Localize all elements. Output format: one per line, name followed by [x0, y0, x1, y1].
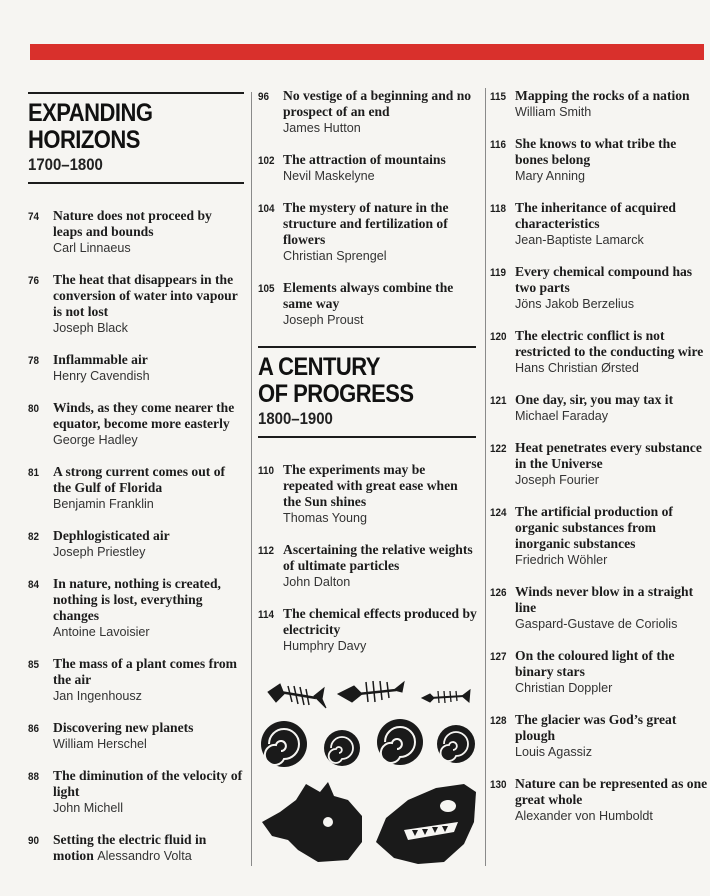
fish-skeleton-icon	[422, 690, 470, 703]
entry-title-text: In nature, nothing is created, nothing is lost, everything changes	[53, 576, 221, 623]
entry-title	[53, 400, 244, 432]
entry-list	[258, 88, 478, 328]
entry-author: George Hadley	[53, 433, 138, 447]
page-number: 121	[490, 395, 507, 407]
contents-entry	[490, 712, 708, 760]
entry-author: James Hutton	[283, 121, 361, 135]
header-red-bar	[30, 44, 704, 60]
entry-title	[283, 280, 478, 312]
entry-title-text: On the coloured light of the binary stars	[515, 648, 675, 679]
entry-title	[53, 208, 244, 240]
contents-entry	[490, 584, 708, 632]
section-title: A CENTURY	[258, 353, 380, 381]
page-number: 85	[28, 659, 40, 671]
entry-title	[53, 272, 244, 320]
page-number: 82	[28, 531, 40, 543]
entry-title-text: Winds never blow in a straight line	[515, 584, 694, 615]
column-divider-1	[251, 92, 252, 866]
contents-entry	[490, 264, 708, 312]
entry-title-text: The chemical effects produced by electricity	[283, 606, 477, 637]
contents-entry	[28, 352, 244, 384]
page-number: 126	[490, 587, 507, 599]
contents-entry	[490, 200, 708, 248]
entry-author: Jöns Jakob Berzelius	[515, 297, 635, 311]
contents-entry	[258, 462, 478, 526]
contents-entry	[258, 88, 478, 136]
contents-entry	[28, 656, 244, 704]
page-number: 122	[490, 443, 507, 455]
contents-entry	[490, 392, 708, 424]
contents-entry	[258, 542, 478, 590]
page-number: 81	[28, 467, 40, 479]
entry-author: Nevil Maskelyne	[283, 169, 375, 183]
section-title: OF PROGRESS	[258, 380, 414, 408]
fish-skeleton-icon	[338, 681, 404, 702]
ammonite-icon	[437, 725, 475, 763]
entry-author: Michael Faraday	[515, 409, 609, 423]
page-number: 86	[28, 723, 40, 735]
entry-title-text: Elements always combine the same way	[283, 280, 454, 311]
entry-list	[490, 88, 708, 824]
entry-title	[515, 88, 708, 104]
entry-title-text: Heat penetrates every substance in the Universe	[515, 440, 702, 471]
section-rule-top	[258, 346, 476, 348]
page-number: 114	[258, 609, 274, 621]
page-number: 90	[28, 835, 40, 847]
entry-title-text: Nature can be represented as one great whole	[515, 776, 708, 807]
entry-author: Christian Sprengel	[283, 249, 387, 263]
entry-title	[53, 352, 244, 368]
contents-entry	[28, 464, 244, 512]
contents-entry	[28, 400, 244, 448]
entry-title-text: No vestige of a beginning and no prospect of an end	[283, 88, 472, 119]
contents-column-3	[490, 88, 708, 840]
page-number: 124	[490, 507, 507, 519]
page-number: 119	[490, 267, 506, 279]
contents-entry	[28, 720, 244, 752]
entry-author: Benjamin Franklin	[53, 497, 154, 511]
entry-title	[515, 440, 708, 472]
entry-title-text: The experiments may be repeated with great ease when the Sun shines	[283, 462, 458, 509]
contents-entry	[490, 440, 708, 488]
entry-author: Humphry Davy	[283, 639, 367, 653]
entry-title	[53, 720, 244, 736]
contents-entry	[490, 504, 708, 568]
contents-entry	[490, 136, 708, 184]
entry-author: John Dalton	[283, 575, 351, 589]
page-number: 127	[490, 651, 507, 663]
entry-title	[283, 462, 478, 510]
page-number: 128	[490, 715, 507, 727]
section-years: 1700–1800	[28, 155, 103, 174]
section-rule-top	[28, 92, 244, 94]
entry-title-text: Ascertaining the relative weights of ultimate particles	[283, 542, 473, 573]
entry-author: Jan Ingenhousz	[53, 689, 142, 703]
entry-title-text: Every chemical compound has two parts	[515, 264, 693, 295]
entry-title-text: A strong current comes out of the Gulf of Florida	[53, 464, 226, 495]
page-number: 102	[258, 155, 275, 167]
ammonite-icon	[377, 719, 423, 765]
page-number: 115	[490, 91, 506, 103]
entry-title-text: The mystery of nature in the structure and fertilization of flowers	[283, 200, 449, 247]
entry-title	[53, 464, 244, 496]
entry-title	[53, 832, 244, 864]
entry-title-text: The inheritance of acquired characteristics	[515, 200, 676, 231]
entry-title-text: The diminution of the velocity of light	[53, 768, 243, 799]
page-number: 112	[258, 545, 274, 557]
page-number: 105	[258, 283, 275, 295]
entry-title-text: The artificial production of organic substances from inorganic substances	[515, 504, 673, 551]
column-divider-2	[485, 88, 486, 866]
contents-entry	[28, 208, 244, 256]
entry-author: Joseph Fourier	[515, 473, 599, 487]
contents-entry	[28, 272, 244, 336]
entry-title	[515, 200, 708, 232]
entry-list	[28, 208, 244, 864]
entry-author: Carl Linnaeus	[53, 241, 131, 255]
contents-entry	[28, 832, 244, 864]
contents-entry	[490, 328, 708, 376]
ammonite-icon	[261, 721, 307, 767]
entry-author: Friedrich Wöhler	[515, 553, 608, 567]
contents-entry	[258, 606, 478, 654]
entry-title-text: Inflammable air	[53, 352, 148, 367]
section-rule-bottom	[28, 182, 244, 184]
entry-title	[515, 648, 708, 680]
section-years: 1800–1900	[258, 409, 333, 428]
entry-author: Joseph Black	[53, 321, 128, 335]
entry-title	[283, 542, 478, 574]
page-number: 104	[258, 203, 275, 215]
page-number: 130	[490, 779, 507, 791]
entry-author: Joseph Priestley	[53, 545, 146, 559]
entry-title	[515, 136, 708, 168]
contents-entry	[28, 528, 244, 560]
triceratops-skull-icon	[262, 782, 362, 862]
page-number: 78	[28, 355, 40, 367]
contents-entry	[490, 88, 708, 120]
page-number: 80	[28, 403, 40, 415]
page-number: 120	[490, 331, 507, 343]
entry-title	[515, 504, 708, 552]
section-title: HORIZONS	[28, 126, 140, 154]
page-number: 76	[28, 275, 40, 287]
page-number: 88	[28, 771, 40, 783]
page-number: 116	[490, 139, 506, 151]
section-rule-bottom	[258, 436, 476, 438]
entry-author: Antoine Lavoisier	[53, 625, 150, 639]
contents-entry	[28, 576, 244, 640]
entry-author: Alessandro Volta	[97, 849, 192, 863]
entry-title-text: One day, sir, you may tax it	[515, 392, 674, 407]
entry-author: John Michell	[53, 801, 123, 815]
entry-author: Alexander von Humboldt	[515, 809, 653, 823]
entry-title	[53, 576, 244, 624]
contents-entry	[28, 768, 244, 816]
entry-title-text: Dephlogisticated air	[53, 528, 170, 543]
page-number: 110	[258, 465, 274, 477]
entry-title-text: Discovering new planets	[53, 720, 194, 735]
fish-skeleton-icon	[268, 684, 326, 708]
contents-entry	[258, 152, 478, 184]
entry-title-text: She knows to what tribe the bones belong	[515, 136, 677, 167]
ammonite-icon	[324, 730, 360, 766]
entry-title-text: The electric conflict is not restricted to the conducting wire	[515, 328, 704, 359]
contents-column-2	[258, 88, 478, 670]
entry-title	[515, 712, 708, 744]
entry-author: Louis Agassiz	[515, 745, 593, 759]
entry-list	[258, 462, 478, 654]
entry-author: Mary Anning	[515, 169, 586, 183]
entry-title-text: The heat that disappears in the conversion of water into vapour is not lost	[53, 272, 238, 319]
trex-skull-icon	[376, 784, 476, 864]
entry-title	[283, 200, 478, 248]
entry-author: Christian Doppler	[515, 681, 613, 695]
entry-author: Joseph Proust	[283, 313, 364, 327]
entry-title	[515, 264, 708, 296]
contents-entry	[258, 280, 478, 328]
entry-title-text: The attraction of mountains	[283, 152, 446, 167]
entry-title-text: Setting the electric fluid in motion	[53, 832, 207, 863]
entry-author: Jean-Baptiste Lamarck	[515, 233, 644, 247]
entry-title	[53, 768, 244, 800]
contents-entry	[490, 776, 708, 824]
entry-title-text: Winds, as they come nearer the equator, become more easterly	[53, 400, 235, 431]
entry-title	[53, 656, 244, 688]
entry-author: William Smith	[515, 105, 592, 119]
entry-title	[53, 528, 244, 544]
entry-author: Gaspard-Gustave de Coriolis	[515, 617, 678, 631]
section-title: EXPANDING	[28, 99, 153, 127]
fossil-illustration	[258, 672, 480, 870]
entry-title-text: Mapping the rocks of a nation	[515, 88, 690, 103]
contents-entry	[258, 200, 478, 264]
entry-author: Hans Christian Ørsted	[515, 361, 639, 375]
entry-title	[283, 152, 478, 168]
entry-author: Thomas Young	[283, 511, 368, 525]
entry-title-text: The mass of a plant comes from the air	[53, 656, 238, 687]
entry-title-text: The glacier was God’s great plough	[515, 712, 677, 743]
entry-title	[515, 584, 708, 616]
contents-entry	[490, 648, 708, 696]
entry-title	[283, 606, 478, 638]
entry-author: William Herschel	[53, 737, 147, 751]
entry-author: Henry Cavendish	[53, 369, 150, 383]
page-number: 96	[258, 91, 270, 103]
entry-title	[515, 392, 708, 408]
page-number: 84	[28, 579, 40, 591]
entry-title-text: Nature does not proceed by leaps and bounds	[53, 208, 212, 239]
page-number: 118	[490, 203, 506, 215]
contents-column-1	[28, 88, 244, 880]
entry-title	[515, 328, 708, 360]
entry-title	[515, 776, 708, 808]
page-number: 74	[28, 211, 40, 223]
entry-title	[283, 88, 478, 120]
